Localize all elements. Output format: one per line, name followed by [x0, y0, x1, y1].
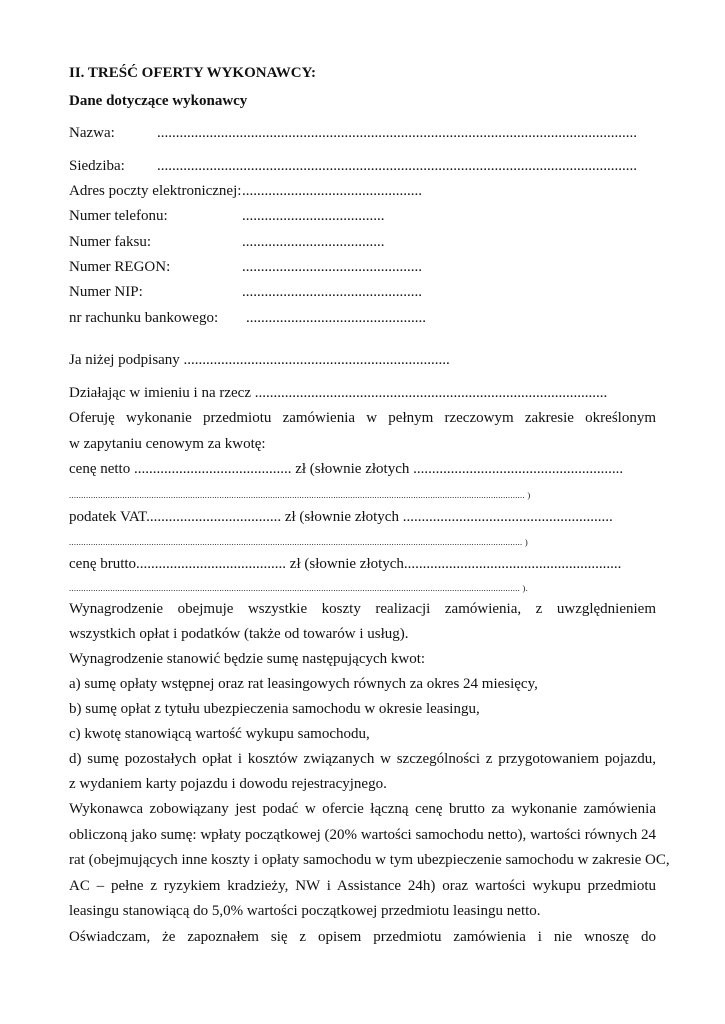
field-phone-dots[interactable]: ...................................... — [242, 208, 385, 224]
field-regon-dots[interactable]: ................................................ — [242, 259, 422, 275]
field-bank-dots[interactable]: ................................................ — [246, 310, 426, 326]
field-bank-label: nr rachunku bankowego: — [69, 310, 219, 326]
price-brutto-cont[interactable]: .......................................................................................................................................................................................... ). — [69, 583, 529, 593]
price-netto-cont[interactable]: ............................................................................................................................................................................................ ) — [69, 490, 531, 500]
list-item-c: c) kwotę stanowiącą wartość wykupu samochodu, — [69, 726, 370, 742]
contractor-line-3: rat (obejmujących inne koszty i opłaty samochodu w tym ubezpieczenie samochodu w zakresie OC, — [69, 852, 670, 868]
field-fax-dots[interactable]: ...................................... — [242, 234, 385, 250]
acting-line[interactable]: Działając w imieniu i na rzecz .............................................................................................. — [69, 385, 608, 401]
field-seat-dots[interactable]: ................................................................................................................................ — [157, 158, 637, 174]
contractor-line-2: obliczoną jako sumę: wpłaty początkowej (20% wartości samochodu netto), wartości równych 24 — [69, 827, 656, 843]
field-nip-label: Numer NIP: — [69, 284, 143, 300]
section-heading: II. TREŚĆ OFERTY WYKONAWCY: — [69, 65, 317, 81]
offer-line-1: Oferuję wykonanie przedmiotu zamówienia w pełnym rzeczowym zakresie określonym — [69, 410, 656, 426]
field-fax-label: Numer faksu: — [69, 234, 152, 250]
price-netto-line[interactable]: cenę netto .......................................... zł (słownie złotych ........................................................ — [69, 461, 624, 477]
field-regon-label: Numer REGON: — [69, 259, 171, 275]
list-item-d-line-2: z wydaniem karty pojazdu i dowodu rejestracyjnego. — [69, 776, 387, 792]
field-nip-dots[interactable]: ................................................ — [242, 284, 422, 300]
price-vat-line[interactable]: podatek VAT.................................... zł (słownie złotych ........................................................ — [69, 509, 613, 525]
remuneration-line-3: Wynagrodzenie stanowić będzie sumę następujących kwot: — [69, 651, 426, 667]
remuneration-line-1: Wynagrodzenie obejmuje wszystkie koszty realizacji zamówienia, z uwzględnieniem — [69, 601, 656, 617]
list-item-a: a) sumę opłaty wstępnej oraz rat leasingowych równych za okres 24 miesięcy, — [69, 676, 538, 692]
field-email-dots[interactable]: ................................................ — [242, 183, 422, 199]
field-phone-label: Numer telefonu: — [69, 208, 168, 224]
contractor-line-5: leasingu stanowiącą do 5,0% wartości początkowej przedmiotu leasingu netto. — [69, 903, 541, 919]
signer-line[interactable]: Ja niżej podpisany ....................................................................... — [69, 352, 450, 368]
list-item-b: b) sumę opłat z tytułu ubezpieczenia samochodu w okresie leasingu, — [69, 701, 480, 717]
list-item-d-line-1: d) sumę pozostałych opłat i kosztów związanych w szczególności z przygotowaniem pojazdu, — [69, 751, 656, 767]
remuneration-line-2: wszystkich opłat i podatków (także od towarów i usług). — [69, 626, 409, 642]
section-subheading: Dane dotyczące wykonawcy — [69, 93, 248, 109]
contractor-line-4: AC – pełne z ryzykiem kradzieży, NW i Assistance 24h) oraz wartości wykupu przedmiotu — [69, 878, 656, 894]
field-name-dots[interactable]: ................................................................................................................................ — [157, 125, 637, 141]
field-seat-label: Siedziba: — [69, 158, 125, 174]
price-vat-cont[interactable]: ........................................................................................................................................................................................... ) — [69, 537, 529, 547]
declaration-line: Oświadczam, że zapoznałem się z opisem przedmiotu zamówienia i nie wnoszę do — [69, 929, 656, 945]
offer-line-2: w zapytaniu cenowym za kwotę: — [69, 436, 266, 452]
field-email-label: Adres poczty elektronicznej: — [69, 183, 242, 199]
contractor-line-1: Wykonawca zobowiązany jest podać w ofercie łączną cenę brutto za wykonanie zamówienia — [69, 801, 656, 817]
price-brutto-line[interactable]: cenę brutto........................................ zł (słownie złotych.......................................................... — [69, 556, 622, 572]
field-name-label: Nazwa: — [69, 125, 115, 141]
